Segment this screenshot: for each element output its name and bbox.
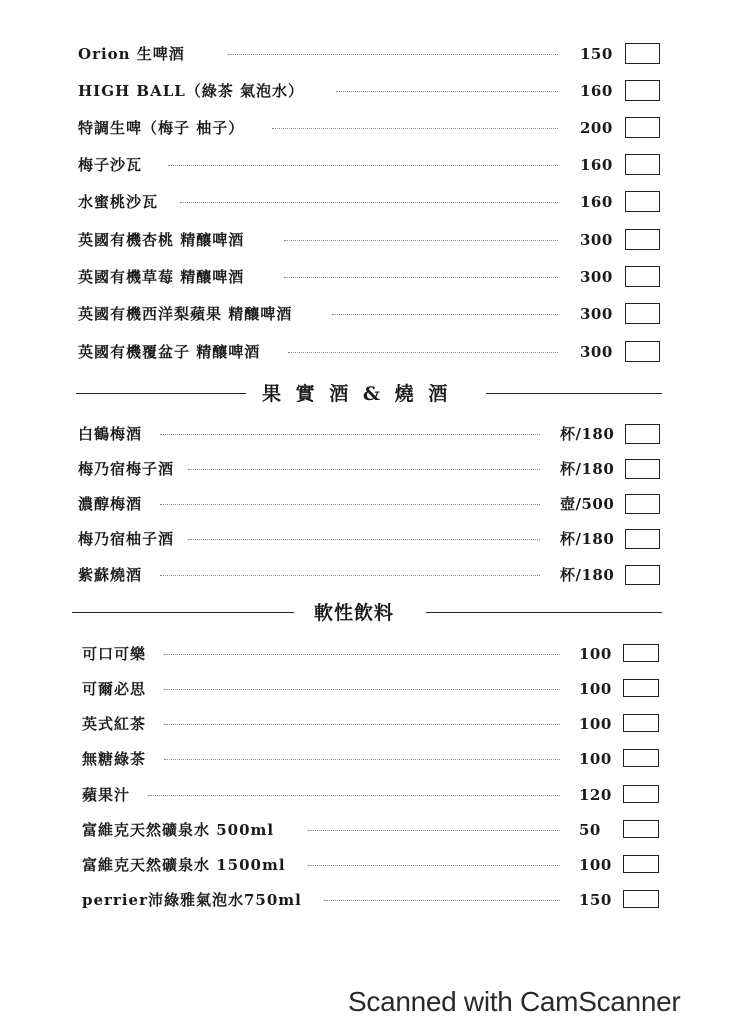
dotted-leader (164, 759, 560, 760)
menu-item-price: 杯/180 (560, 425, 615, 443)
dotted-leader (228, 54, 558, 55)
menu-item (78, 79, 663, 103)
order-checkbox[interactable] (625, 459, 660, 479)
menu-item (78, 563, 663, 587)
menu-item-price: 150 (579, 891, 612, 909)
menu-item-price: 300 (580, 343, 613, 361)
menu-item-name: 紫蘇燒酒 (78, 563, 146, 587)
dotted-leader (288, 352, 558, 353)
dotted-leader (188, 469, 540, 470)
menu-item-name: 英國有機草莓 精釀啤酒 (78, 265, 248, 289)
menu-item-price: 160 (580, 193, 613, 211)
menu-item-price: 300 (580, 231, 613, 249)
menu-item-name: 富維克天然礦泉水 500ml (82, 818, 278, 842)
order-checkbox[interactable] (625, 43, 660, 64)
dotted-leader (168, 165, 558, 166)
menu-item (82, 783, 662, 807)
order-checkbox[interactable] (623, 785, 659, 803)
menu-item (82, 677, 662, 701)
dotted-leader (284, 240, 558, 241)
dotted-leader (188, 539, 540, 540)
menu-item (82, 747, 662, 771)
menu-item-name: 梅子沙瓦 (78, 153, 146, 177)
menu-item-price: 杯/180 (560, 530, 615, 548)
order-checkbox[interactable] (625, 154, 660, 175)
order-checkbox[interactable] (625, 117, 660, 138)
menu-item-name: 可口可樂 (82, 642, 150, 666)
dotted-leader (148, 795, 560, 796)
menu-item-price: 100 (579, 715, 612, 733)
dotted-leader (308, 865, 560, 866)
menu-item (78, 228, 663, 252)
section-header-soft-drinks (0, 598, 730, 628)
menu-item-price: 100 (579, 680, 612, 698)
section-title: 果 實 酒 & 燒 酒 (262, 383, 452, 405)
order-checkbox[interactable] (623, 644, 659, 662)
menu-item-price: 杯/180 (560, 566, 615, 584)
menu-item-price: 100 (579, 645, 612, 663)
divider-line (486, 393, 662, 394)
scanner-watermark: Scanned with CamScanner (348, 986, 681, 1017)
divider-line (426, 612, 662, 613)
menu-item-name: 特調生啤（梅子 柚子） (78, 116, 248, 140)
dotted-leader (308, 830, 560, 831)
dotted-leader (272, 128, 558, 129)
menu-item-name: 梅乃宿柚子酒 (78, 527, 178, 551)
menu-item (82, 853, 662, 877)
menu-item-name: 白鶴梅酒 (78, 422, 146, 446)
section-header-fruit-wine (0, 379, 730, 409)
menu-item-name: 梅乃宿梅子酒 (78, 457, 178, 481)
menu-item (78, 340, 663, 364)
menu-item-name: perrier沛綠雅氣泡水750ml (82, 888, 306, 912)
menu-item (82, 818, 662, 842)
menu-item-name: 可爾必思 (82, 677, 150, 701)
order-checkbox[interactable] (625, 191, 660, 212)
order-checkbox[interactable] (625, 529, 660, 549)
menu-item-price: 120 (579, 786, 612, 804)
menu-item (78, 302, 663, 326)
order-checkbox[interactable] (625, 494, 660, 514)
order-checkbox[interactable] (625, 341, 660, 362)
menu-item-name: 蘋果汁 (82, 783, 134, 807)
dotted-leader (164, 724, 560, 725)
order-checkbox[interactable] (623, 714, 659, 732)
menu-item-price: 150 (580, 45, 613, 63)
menu-item-price: 300 (580, 268, 613, 286)
menu-item (78, 265, 663, 289)
dotted-leader (164, 654, 560, 655)
order-checkbox[interactable] (625, 80, 660, 101)
menu-item-price: 200 (580, 119, 613, 137)
menu-item (78, 153, 663, 177)
menu-item-name: HIGH BALL（綠茶 氣泡水） (78, 79, 308, 103)
menu-item-name: 英國有機覆盆子 精釀啤酒 (78, 340, 264, 364)
order-checkbox[interactable] (625, 229, 660, 250)
menu-item-name: 英式紅茶 (82, 712, 150, 736)
order-checkbox[interactable] (625, 424, 660, 444)
menu-item-name: 水蜜桃沙瓦 (78, 190, 162, 214)
menu-item (82, 642, 662, 666)
dotted-leader (180, 202, 558, 203)
menu-item-name: Orion 生啤酒 (78, 42, 189, 66)
menu-item (78, 116, 663, 140)
dotted-leader (284, 277, 558, 278)
menu-item-name: 無糖綠茶 (82, 747, 150, 771)
menu-item-price: 160 (580, 82, 613, 100)
order-checkbox[interactable] (623, 855, 659, 873)
menu-item-price: 50 (579, 821, 601, 839)
divider-line (76, 393, 246, 394)
order-checkbox[interactable] (625, 303, 660, 324)
dotted-leader (164, 689, 560, 690)
menu-item-price: 壺/500 (560, 495, 615, 513)
dotted-leader (160, 575, 540, 576)
menu-item-price: 300 (580, 305, 613, 323)
menu-item-name: 英國有機杏桃 精釀啤酒 (78, 228, 248, 252)
dotted-leader (332, 314, 558, 315)
menu-item (78, 527, 663, 551)
order-checkbox[interactable] (623, 890, 659, 908)
menu-item-price: 杯/180 (560, 460, 615, 478)
order-checkbox[interactable] (625, 565, 660, 585)
menu-item-name: 富維克天然礦泉水 1500ml (82, 853, 290, 877)
section-title: 軟性飲料 (314, 602, 395, 624)
menu-item (82, 712, 662, 736)
divider-line (72, 612, 294, 613)
menu-item-price: 100 (579, 750, 612, 768)
menu-item (78, 190, 663, 214)
dotted-leader (324, 900, 560, 901)
menu-item-name: 濃醇梅酒 (78, 492, 146, 516)
menu-item (78, 422, 663, 446)
order-checkbox[interactable] (625, 266, 660, 287)
order-checkbox[interactable] (623, 820, 659, 838)
menu-item-name: 英國有機西洋梨蘋果 精釀啤酒 (78, 302, 296, 326)
order-checkbox[interactable] (623, 679, 659, 697)
menu-item (82, 888, 662, 912)
menu-item (78, 42, 663, 66)
dotted-leader (336, 91, 558, 92)
menu-item (78, 457, 663, 481)
menu-item (78, 492, 663, 516)
dotted-leader (160, 504, 540, 505)
menu-item-price: 160 (580, 156, 613, 174)
menu-item-price: 100 (579, 856, 612, 874)
dotted-leader (160, 434, 540, 435)
order-checkbox[interactable] (623, 749, 659, 767)
